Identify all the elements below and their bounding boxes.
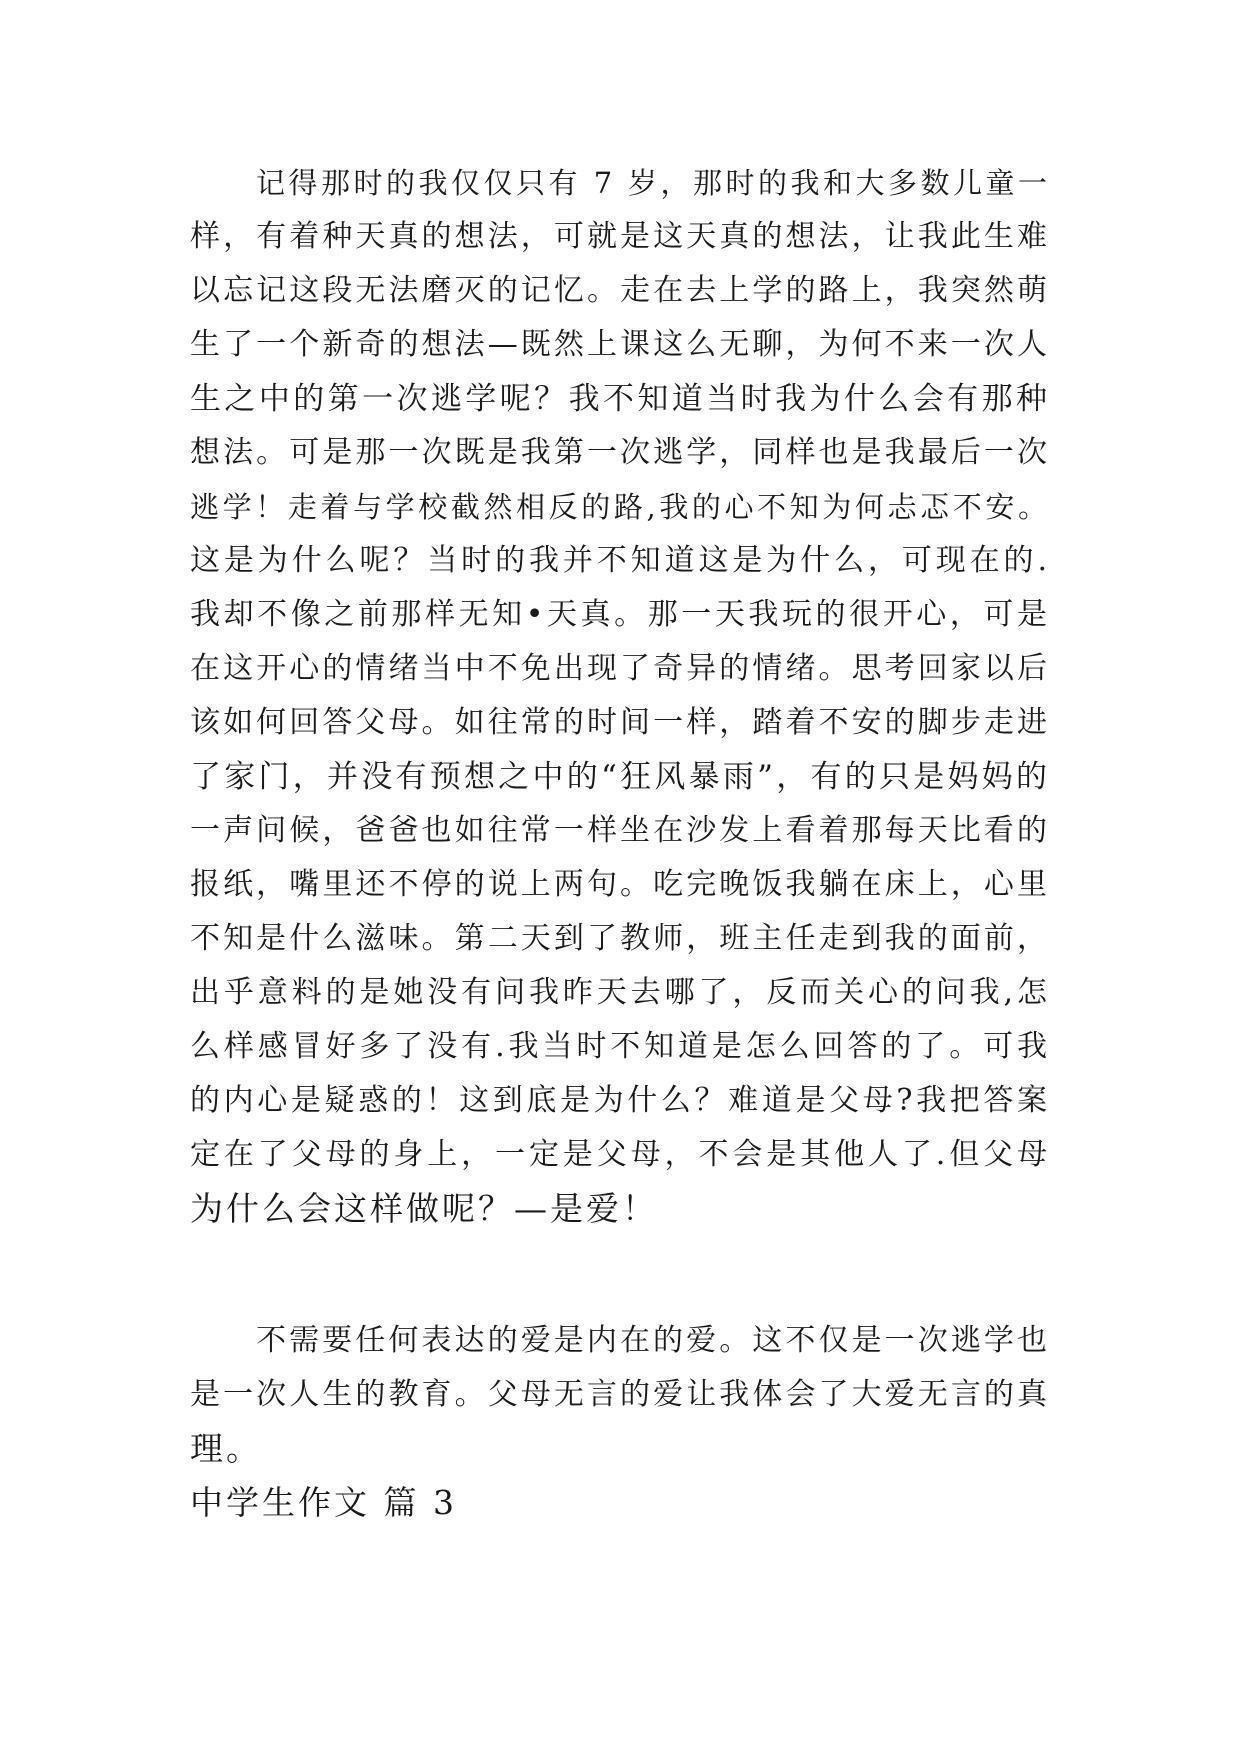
text-line: 出乎意料的是她没有问我昨天去哪了，反而关心的问我,怎 [190,975,1050,1010]
text-line: 以忘记这段无法磨灭的记忆。走在去上学的路上，我突然萌 [190,273,1050,308]
text-line: 是一次人生的教育。父母无言的爱让我体会了大爱无言的真 [190,1377,1050,1412]
paragraph-2 [190,1314,1050,1476]
text-line: 这是为什么呢？当时的我并不知道这是为什么，可现在的. [190,543,1050,578]
text-line: 了家门，并没有预想之中的“狂风暴雨”，有的只是妈妈的 [190,759,1050,795]
text-line: 在这开心的情绪当中不免出现了奇异的情绪。思考回家以后 [190,651,1050,686]
text-line: 记得那时的我仅仅只有 7 岁，那时的我和大多数儿童一 [256,166,1050,200]
text-line: 定在了父母的身上，一定是父母，不会是其他人了.但父母 [190,1137,1050,1172]
text-line: 不需要任何表达的爱是内在的爱。这不仅是一次逃学也 [256,1323,1050,1358]
text-line: 为什么会这样做呢？—是爱！ [190,1189,658,1228]
text-line: 不知是什么滋味。第二天到了教师，班主任走到我的面前， [190,921,1050,956]
section-heading: 中学生作文 篇 3 [190,1483,457,1522]
text-line: 逃学！走着与学校截然相反的路,我的心不知为何忐忑不安。 [190,490,1050,524]
text-line: 报纸，嘴里还不停的说上两句。吃完晚饭我躺在床上，心里 [190,867,1050,902]
text-line: 么样感冒好多了没有.我当时不知道是怎么回答的了。可我 [190,1029,1050,1064]
text-line: 生之中的第一次逃学呢？我不知道当时我为什么会有那种 [190,381,1050,417]
text-line: 的内心是疑惑的！这到底是为什么？难道是父母?我把答案 [190,1083,1050,1118]
paragraph-1 [190,156,1050,1236]
text-line: 该如何回答父母。如往常的时间一样，踏着不安的脚步走进 [190,705,1050,740]
text-line: 理。 [190,1429,262,1468]
text-line: 我却不像之前那样无知•天真。那一天我玩的很开心，可是 [190,597,1050,632]
text-line: 生了一个新奇的想法—既然上课这么无聊，为何不来一次人 [190,327,1050,362]
text-line: 样，有着种天真的想法，可就是这天真的想法，让我此生难 [190,219,1050,254]
text-line: 想法。可是那一次既是我第一次逃学，同样也是我最后一次 [190,435,1050,470]
text-line: 一声问候，爸爸也如往常一样坐在沙发上看着那每天比看的 [190,813,1050,848]
